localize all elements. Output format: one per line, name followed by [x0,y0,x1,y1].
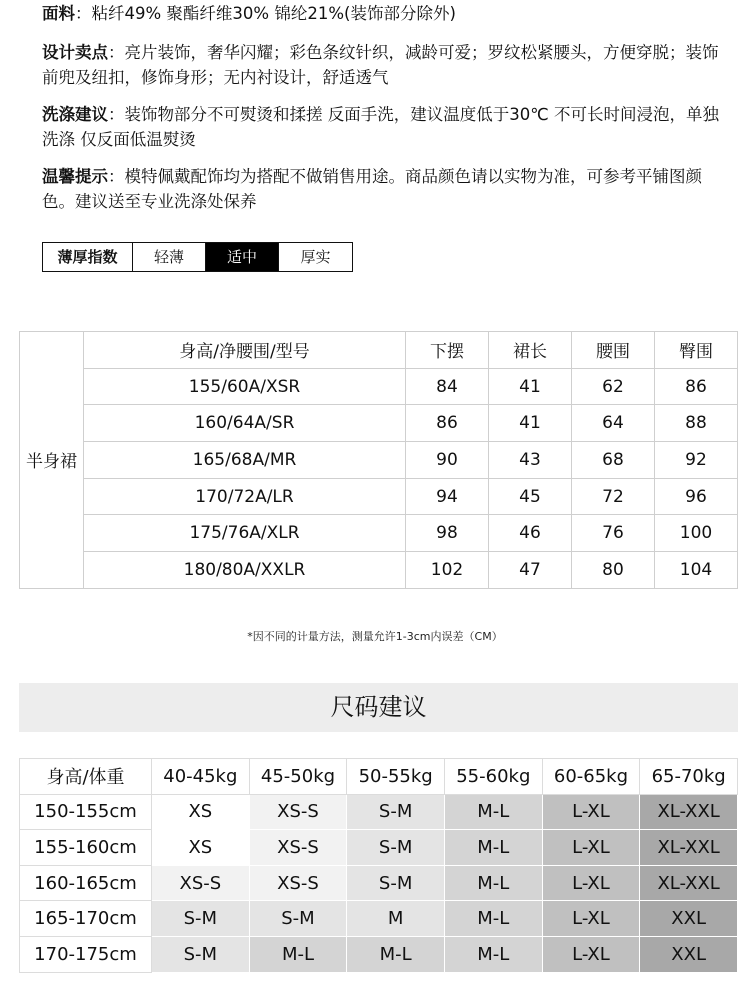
size-cell: XS-S [249,865,347,901]
table-cell: 88 [655,405,738,442]
height-cell: 170-175cm [20,936,152,972]
weight-header: 55-60kg [444,759,542,795]
table-cell: 104 [655,552,738,589]
table-cell: 170/72A/LR [84,478,406,515]
weight-header: 45-50kg [249,759,347,795]
table-cell: 68 [572,442,655,479]
table-row [20,478,738,515]
size-cell: XXL [640,901,738,937]
thickness-option-light: 轻薄 [133,243,206,271]
table-row [20,865,738,901]
header-cell: 裙长 [489,332,572,369]
info-text: 装饰物部分不可熨烫和揉搓 反面手洗，建议温度低于30℃ 不可长时间浸泡，单独洗涤 仅反面低温熨烫 [42,105,720,149]
table-header-row [20,332,738,369]
table-row [20,830,738,866]
table-cell: 80 [572,552,655,589]
header-cell: 臀围 [655,332,738,369]
table-cell: 155/60A/XSR [84,368,406,405]
category-cell: 半身裙 [20,332,84,589]
table-cell: 47 [489,552,572,589]
table-row [20,405,738,442]
table-cell: 84 [406,368,489,405]
thickness-label: 薄厚指数 [43,243,133,271]
table-row [20,794,738,830]
size-cell: XS [152,794,250,830]
height-cell: 155-160cm [20,830,152,866]
size-cell: M-L [347,936,445,972]
table-cell: 43 [489,442,572,479]
size-cell: S-M [152,936,250,972]
thickness-index [42,242,353,272]
info-label: 面料 [42,4,75,23]
weight-header: 50-55kg [347,759,445,795]
size-advice-table [19,758,738,973]
size-cell: M-L [444,901,542,937]
table-cell: 86 [406,405,489,442]
thickness-option-medium: 适中 [206,243,279,271]
table-cell: 62 [572,368,655,405]
height-cell: 150-155cm [20,794,152,830]
size-cell: XL-XXL [640,865,738,901]
size-cell: L-XL [542,865,640,901]
table-cell: 72 [572,478,655,515]
table-cell: 175/76A/XLR [84,515,406,552]
weight-header: 65-70kg [640,759,738,795]
size-cell: M-L [444,794,542,830]
table-cell: 180/80A/XXLR [84,552,406,589]
size-cell: M [347,901,445,937]
table-cell: 76 [572,515,655,552]
table-row [20,552,738,589]
size-cell: XS-S [152,865,250,901]
table-row [20,368,738,405]
thickness-option-thick: 厚实 [300,248,331,266]
table-cell: 100 [655,515,738,552]
table-cell: 102 [406,552,489,589]
measurement-note: *因不同的计量方法，测量允许1-3cm内误差（CM） [247,630,503,643]
info-text: 亮片装饰，奢华闪耀；彩色条纹针织，减龄可爱；罗纹松紧腰头，方便穿脱；装饰前兜及纽扣，修饰身形；无内衬设计，舒适透气 [42,43,719,87]
size-cell: M-L [444,865,542,901]
table-cell: 92 [655,442,738,479]
info-label: 温馨提示 [42,167,108,186]
height-cell: 160-165cm [20,865,152,901]
size-cell: L-XL [542,901,640,937]
tips-info: 温馨提示：模特佩戴配饰均为搭配不做销售用途。商品颜色请以实物为准，可参考平铺图颜色。建议送至专业洗涤处保养 [42,167,702,211]
advice-header-row [20,759,738,795]
size-cell: M-L [444,830,542,866]
size-cell: L-XL [542,830,640,866]
design-info: 设计卖点：亮片装饰，奢华闪耀；彩色条纹针织，减龄可爱；罗纹松紧腰头，方便穿脱；装饰前兜及纽扣，修饰身形；无内衬设计，舒适透气 [42,43,719,87]
header-cell: 下摆 [406,332,489,369]
table-cell: 41 [489,368,572,405]
table-cell: 86 [655,368,738,405]
info-text: 粘纤49% 聚酯纤维30% 锦纶21%(装饰部分除外) [91,4,456,23]
table-cell: 46 [489,515,572,552]
table-row [20,901,738,937]
weight-header: 60-65kg [542,759,640,795]
size-cell: S-M [347,865,445,901]
table-cell: 90 [406,442,489,479]
size-cell: XS [152,830,250,866]
size-cell: M-L [444,936,542,972]
size-table [19,331,738,589]
fabric-info: 面料：粘纤49% 聚酯纤维30% 锦纶21%(装饰部分除外) [42,4,456,23]
info-label: 洗涤建议 [42,105,108,124]
table-cell: 98 [406,515,489,552]
size-cell: XXL [640,936,738,972]
size-cell: L-XL [542,936,640,972]
size-cell: S-M [152,901,250,937]
size-cell: S-M [347,830,445,866]
table-cell: 45 [489,478,572,515]
table-cell: 165/68A/MR [84,442,406,479]
header-cell: 身高/净腰围/型号 [84,332,406,369]
size-advice-title: 尺码建议 [19,683,738,732]
table-row [20,515,738,552]
size-cell: L-XL [542,794,640,830]
table-cell: 160/64A/SR [84,405,406,442]
header-cell: 腰围 [572,332,655,369]
size-cell: XL-XXL [640,794,738,830]
weight-header: 40-45kg [152,759,250,795]
size-cell: M-L [249,936,347,972]
info-label: 设计卖点 [42,43,108,62]
size-cell: S-M [347,794,445,830]
table-row [20,442,738,479]
corner-cell: 身高/体重 [20,759,152,795]
size-cell: XS-S [249,830,347,866]
table-cell: 94 [406,478,489,515]
table-cell: 96 [655,478,738,515]
size-cell: XS-S [249,794,347,830]
height-cell: 165-170cm [20,901,152,937]
table-cell: 41 [489,405,572,442]
info-text: 模特佩戴配饰均为搭配不做销售用途。商品颜色请以实物为准，可参考平铺图颜色。建议送至专业洗涤处保养 [42,167,702,211]
table-row [20,936,738,972]
size-cell: S-M [249,901,347,937]
size-cell: XL-XXL [640,830,738,866]
washing-info: 洗涤建议：装饰物部分不可熨烫和揉搓 反面手洗，建议温度低于30℃ 不可长时间浸泡，单独洗涤 仅反面低温熨烫 [42,105,720,149]
table-cell: 64 [572,405,655,442]
